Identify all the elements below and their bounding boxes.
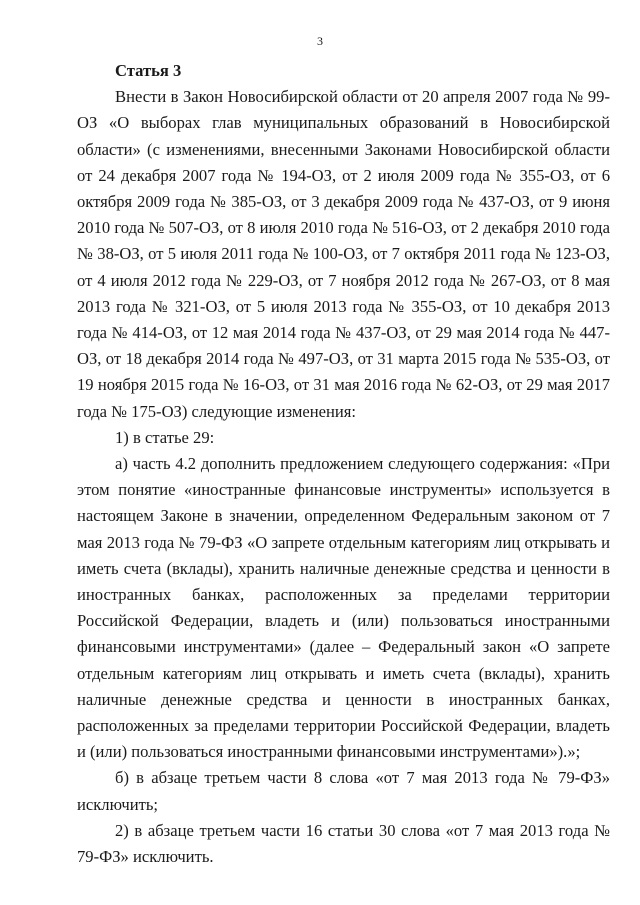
article-title: Статья 3 — [115, 61, 182, 80]
page-number: 3 — [317, 34, 323, 48]
document-body — [77, 58, 610, 870]
paragraph-intro: Внести в Закон Новосибирской области от 20 апреля 2007 года № 99-ОЗ «О выборах глав муниципальных образований в Новосибирской области» (с изменениями, внесенными Законами Новосибирской области от 24 декабря 2007 года № 194-ОЗ, от 2 июля 2009 года № 355-ОЗ, от 6 октября 2009 года № 385-ОЗ, от 3 декабря 2009 года № 437-ОЗ, от 9 июня 2010 года № 507-ОЗ, от 8 июля 2010 года № 516-ОЗ, от 2 декабря 2010 года № 38-ОЗ, от 5 июля 2011 года № 100-ОЗ, от 7 октября 2011 года № 123-ОЗ, от 4 июля 2012 года № 229-ОЗ, от 7 ноября 2012 года № 267-ОЗ, от 8 мая 2013 года № 321-ОЗ, от 5 июля 2013 года № 355-ОЗ, от 10 декабря 2013 года № 414-ОЗ, от 12 мая 2014 года № 437-ОЗ, от 29 мая 2014 года № 447-ОЗ, от 18 декабря 2014 года № 497-ОЗ, от 31 марта 2015 года № 535-ОЗ, от 19 ноября 2015 года № 16-ОЗ, от 31 мая 2016 года № 62-ОЗ, от 29 мая 2017 года № 175-ОЗ) следующие изменения: — [77, 87, 610, 421]
paragraph-item-1: 1) в статье 29: — [115, 427, 215, 447]
paragraph-subitem-a: а) часть 4.2 дополнить предложением следующего содержания: «При этом понятие «иностранные финансовые инструменты» используется в настоящем Законе в значении, определенном Федеральным законом от 7 мая 2013 года № 79-ФЗ «О запрете отдельным категориям лиц открывать и иметь счета (вклады), хранить наличные денежные средства и ценности в иностранных банках, расположенных за пределами территории Российской Федерации, владеть и (или) пользоваться иностранными финансовыми инструментами» (далее – Федеральный закон «О запрете отдельным категориям лиц открывать и иметь счета (вклады), хранить наличные денежные средства и ценности в иностранных банках, расположенных за пределами территории Российской Федерации, владеть и (или) пользоваться иностранными финансовыми инструментами»).»; — [77, 454, 610, 762]
paragraph-item-2: 2) в абзаце третьем части 16 статьи 30 слова «от 7 мая 2013 года № 79-ФЗ» исключить. — [77, 820, 610, 867]
paragraph-subitem-b: б) в абзаце третьем части 8 слова «от 7 мая 2013 года № 79-ФЗ» исключить; — [77, 768, 610, 814]
